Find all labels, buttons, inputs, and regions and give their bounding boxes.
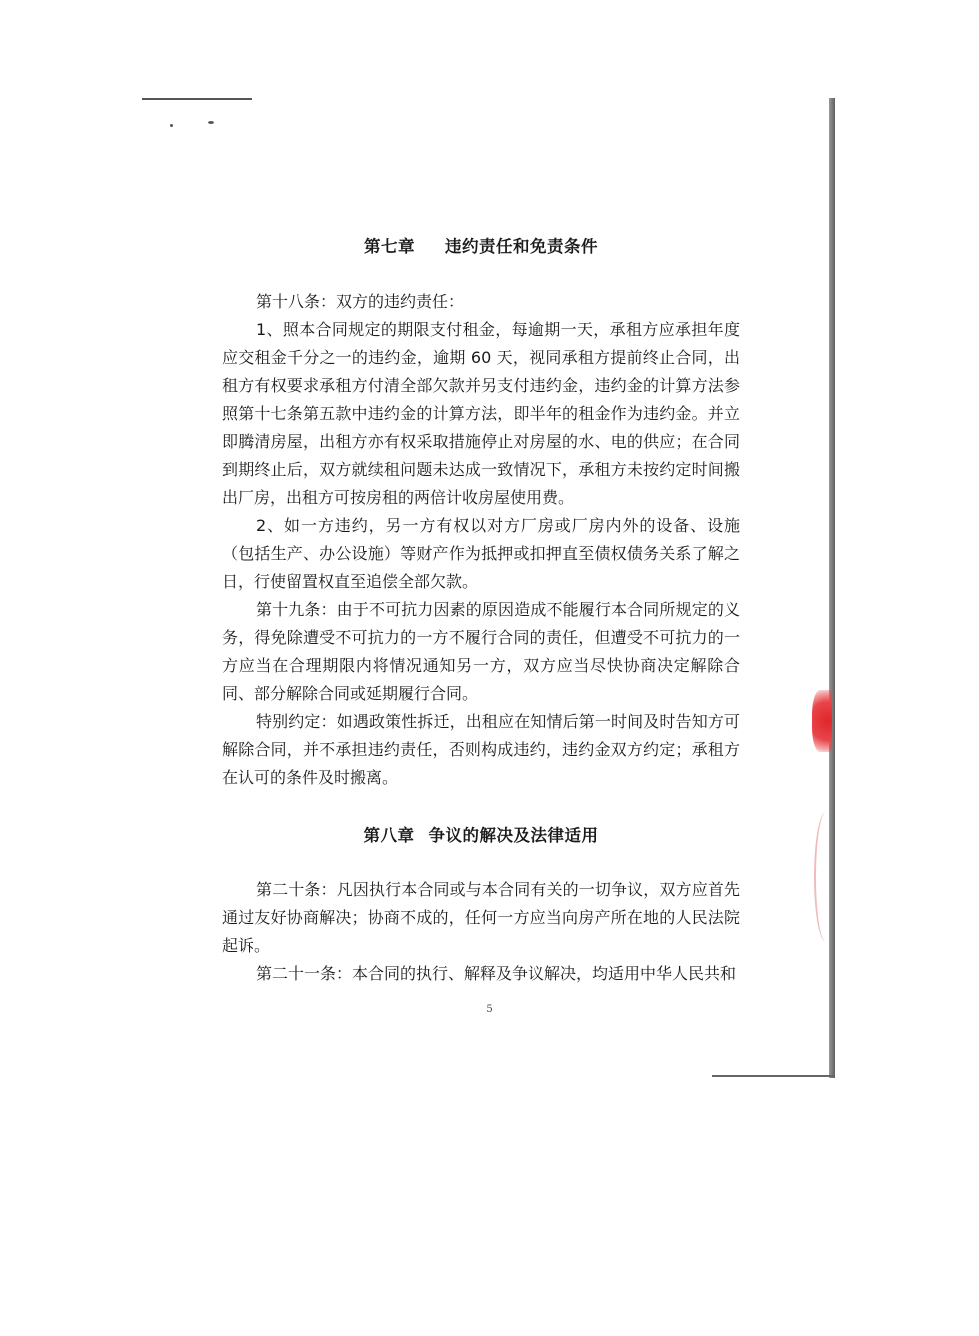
- scan-speck: [208, 121, 214, 124]
- chapter-7-heading: [222, 233, 740, 257]
- scan-top-edge: [142, 98, 252, 100]
- article-20: 第二十条：凡因执行本合同或与本合同有关的一切争议，双方应首先通过友好协商解决；协商不成的，任何一方应当向房产所在地的人民法院起诉。: [222, 880, 740, 955]
- chapter-8-number: 第八章: [363, 826, 415, 845]
- faint-seal-fragment: [814, 812, 838, 942]
- article-18-heading: 第十八条：双方的违约责任：: [256, 292, 465, 311]
- scan-bottom-edge: [712, 1075, 834, 1077]
- chapter-8-heading: [222, 822, 740, 846]
- page-number: 5: [486, 1004, 493, 1015]
- red-seal-fragment: [812, 690, 832, 752]
- article-19: 第十九条：由于不可抗力因素的原因造成不能履行本合同所规定的义务，得免除遭受不可抗力的一方不履行合同的责任，但遭受不可抗力的一方应当在合理期限内将情况通知另一方，双方应当尽快协商决定解除合同、部分解除合同或延期履行合同。: [222, 600, 740, 703]
- scan-speck: [170, 124, 173, 127]
- chapter-7-number: 第七章: [364, 237, 415, 256]
- article-21: 第二十一条：本合同的执行、解释及争议解决，均适用中华人民共和: [256, 964, 737, 983]
- chapter-7-title: 违约责任和免责条件: [445, 237, 598, 256]
- chapter-8-title: 争议的解决及法律适用: [428, 826, 599, 845]
- article-18-item-1: 1、照本合同规定的期限支付租金，每逾期一天，承租方应承担年度应交租金千分之一的违约金，逾期 60 天，视同承租方提前终止合同，出租方有权要求承租方付清全部欠款并另支付违约金，违约金的计算方法参照第十七条第五款中违约金的计算方法，即半年的租金作为违约金。并立即腾清房屋，出租方亦有权采取措施停止对房屋的水、电的供应；在合同到期终止后，双方就续租问题未达成一致情况下，承租方未按约定时间搬出厂房，出租方可按房租的两倍计收房屋使用费。: [222, 320, 740, 507]
- special-agreement: 特别约定：如遇政策性拆迁，出租应在知情后第一时间及时告知方可解除合同，并不承担违约责任，否则构成违约，违约金双方约定；承租方在认可的条件及时搬离。: [222, 712, 740, 787]
- article-18-item-2: 2、如一方违约，另一方有权以对方厂房或厂房内外的设备、设施（包括生产、办公设施）等财产作为抵押或扣押直至债权债务关系了解之日，行使留置权直至追偿全部欠款。: [222, 516, 740, 591]
